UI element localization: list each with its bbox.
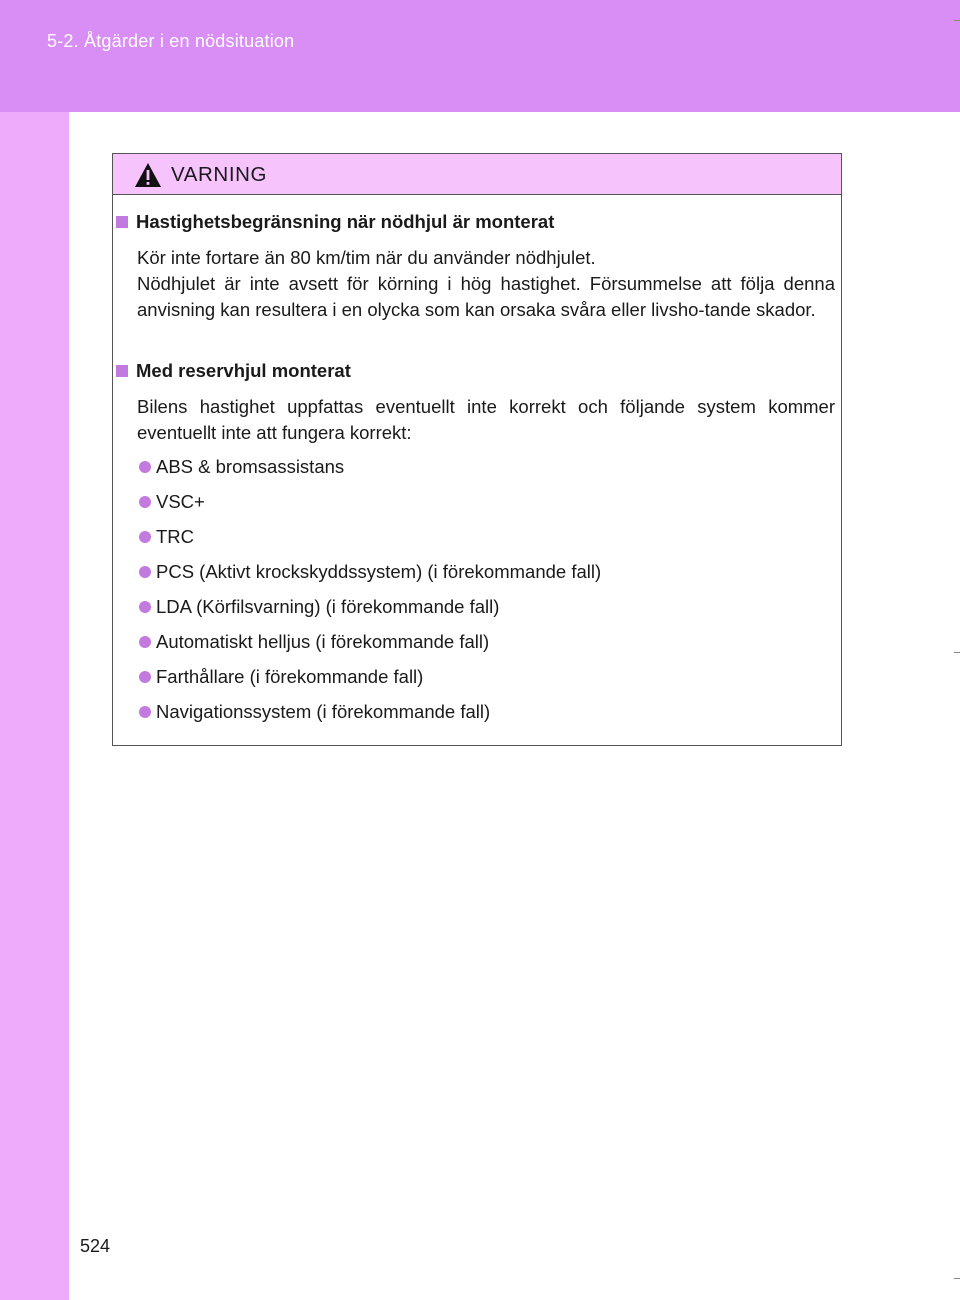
crop-mark xyxy=(954,20,960,21)
paragraph: Bilens hastighet uppfattas eventuellt inte korrekt och följande system kommer eventuellt inte att fungera korrekt: xyxy=(137,396,835,443)
list-item: VSC+ xyxy=(139,491,205,513)
paragraph: Nödhjulet är inte avsett för körning i hög hastighet. Försummelse att följa denna anvisning kan resultera i en olycka som kan orsaka svåra eller livsho-tande skador. xyxy=(137,273,835,320)
warning-header xyxy=(113,154,841,195)
dot-bullet-icon xyxy=(139,461,151,473)
dot-bullet-icon xyxy=(139,636,151,648)
list-item: LDA (Körfilsvarning) (i förekommande fall) xyxy=(139,596,499,618)
list-item: Farthållare (i förekommande fall) xyxy=(139,666,423,688)
list-item: Automatiskt helljus (i förekommande fall) xyxy=(139,631,489,653)
crop-mark xyxy=(954,1278,960,1279)
warning-title: VARNING xyxy=(171,163,268,186)
warning-box xyxy=(112,153,842,746)
section-title: 5-2. Åtgärder i en nödsituation xyxy=(47,31,295,51)
page-header xyxy=(0,0,960,112)
section-heading: Med reservhjul monterat xyxy=(116,360,351,382)
page-number: 524 xyxy=(80,1236,111,1256)
warning-triangle-icon xyxy=(134,162,162,188)
dot-bullet-icon xyxy=(139,671,151,683)
dot-bullet-icon xyxy=(139,496,151,508)
dot-bullet-icon xyxy=(139,601,151,613)
paragraph: Kör inte fortare än 80 km/tim när du använder nödhjulet. xyxy=(137,247,596,268)
dot-bullet-icon xyxy=(139,706,151,718)
left-margin-band xyxy=(0,112,69,1300)
dot-bullet-icon xyxy=(139,566,151,578)
section-heading: Hastighetsbegränsning när nödhjul är monterat xyxy=(116,211,554,233)
crop-mark xyxy=(954,652,960,653)
list-item: TRC xyxy=(139,526,194,548)
list-item: ABS & bromsassistans xyxy=(139,456,344,478)
list-item: PCS (Aktivt krockskyddssystem) (i förekommande fall) xyxy=(139,561,601,583)
square-bullet-icon xyxy=(116,216,128,228)
dot-bullet-icon xyxy=(139,531,151,543)
list-item: Navigationssystem (i förekommande fall) xyxy=(139,701,490,723)
square-bullet-icon xyxy=(116,365,128,377)
